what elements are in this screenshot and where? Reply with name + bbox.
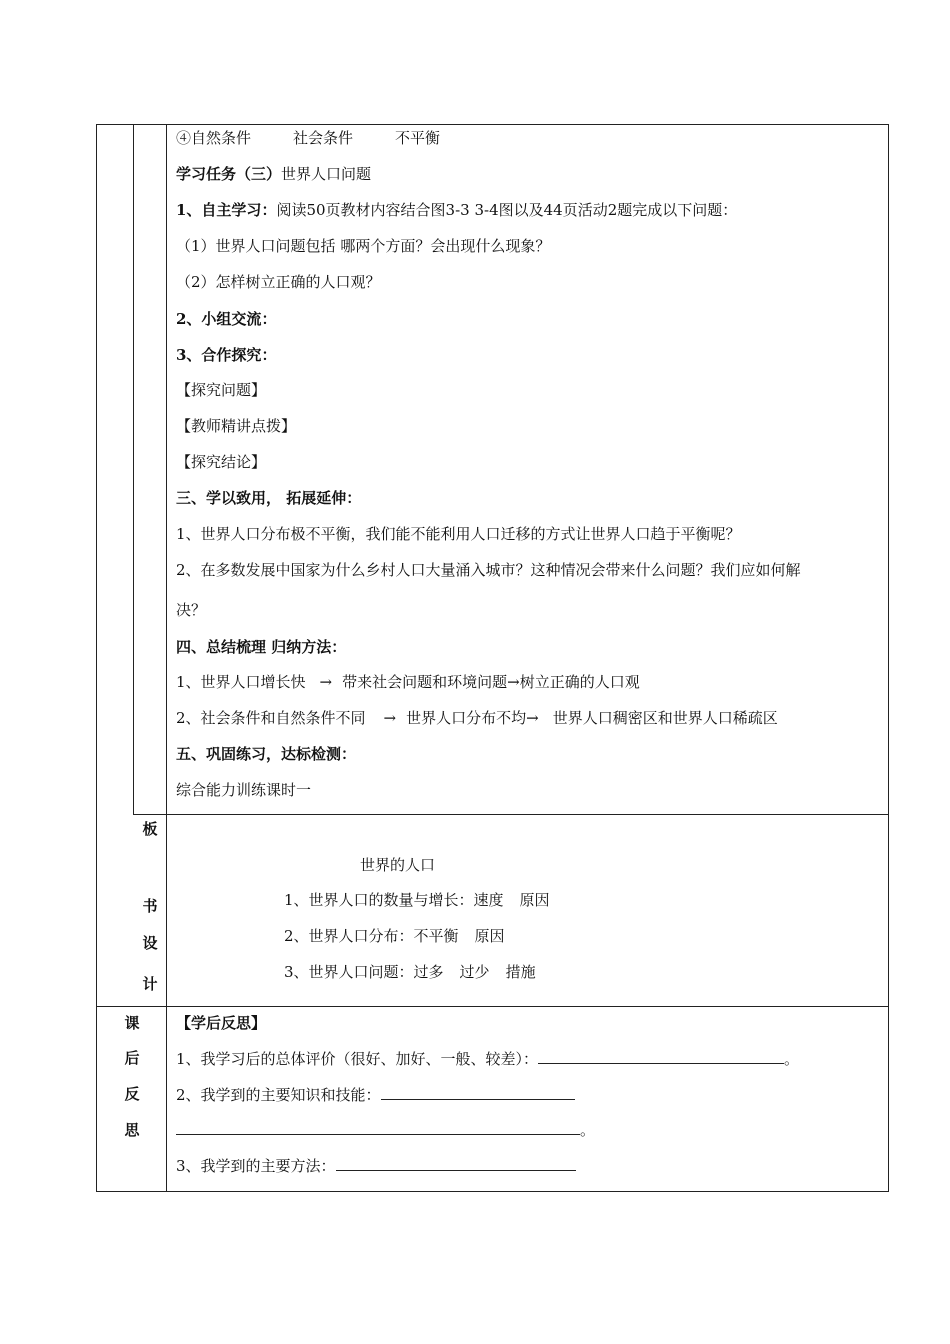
apply-section-title: 三、学以致用， 拓展延伸： [176, 489, 362, 507]
board-item-2 [284, 926, 505, 946]
arrow-icon: → [319, 673, 333, 691]
task3-title-bold: 学习任务（三） [176, 165, 282, 183]
self-study-label: 1、自主学习： [176, 201, 277, 219]
apply-question-2-line2: 决？ [176, 601, 207, 619]
apply-question-1: 1、世界人口分布极不平衡，我们能不能利用人口迁移的方式让世界人口趋于平衡呢？ [176, 525, 741, 543]
board-item-2-text: 2、世界人口分布：不平衡 [284, 927, 459, 945]
main-methods-field[interactable] [336, 1156, 576, 1171]
summary2-cause: 2、社会条件和自然条件不同 [176, 709, 366, 727]
board-label-4: 计 [142, 975, 158, 993]
teacher-guidance-heading: 【教师精讲点拨】 [176, 417, 297, 435]
board-item-2-reason: 原因 [474, 927, 505, 945]
column-divider-1 [133, 124, 134, 814]
reflection-row-2-cont [176, 1120, 595, 1140]
column-divider-2 [166, 124, 167, 1192]
knowledge-skills-label: 2、我学到的主要知识和技能： [176, 1086, 381, 1104]
knowledge-skills-field-cont[interactable] [176, 1120, 580, 1135]
reflection-label-3: 反 [124, 1085, 140, 1103]
social-condition-text: 社会条件 [293, 129, 354, 147]
summary2-effect: 世界人口分布不均→ [406, 709, 539, 727]
board-item-1-text: 1、世界人口的数量与增长：速度 [284, 891, 504, 909]
natural-condition-text: ④自然条件 [176, 129, 252, 147]
reflection-row-2 [176, 1085, 575, 1105]
explore-conclusion-heading: 【探究结论】 [176, 453, 267, 471]
summary1-effect: 带来社会问题和环境问题→树立正确的人口观 [342, 673, 640, 691]
practice-text: 综合能力训练课时一 [176, 781, 312, 799]
board-label-2: 书 [142, 897, 158, 915]
period-mark: 。 [580, 1121, 596, 1139]
board-item-1-reason: 原因 [519, 891, 550, 909]
imbalance-text: 不平衡 [395, 129, 441, 147]
board-item-1 [284, 890, 550, 910]
question-2: （2）怎样树立正确的人口观？ [176, 273, 381, 291]
question-1: （1）世界人口问题包括 哪两个方面？会出现什么现象？ [176, 237, 551, 255]
overall-evaluation-label: 1、我学习后的总体评价（很好、加好、一般、较差）： [176, 1050, 539, 1068]
summary-section-title: 四、总结梳理 归纳方法： [176, 638, 347, 656]
task3-title-rest: 世界人口问题 [281, 165, 372, 183]
knowledge-skills-field[interactable] [381, 1085, 575, 1100]
board-item-3-less: 过少 [459, 963, 490, 981]
board-item-3-text: 3、世界人口问题：过多 [284, 963, 444, 981]
self-study-text: 阅读50页教材内容结合图3-3 3-4图以及44页活动2题完成以下问题： [276, 201, 738, 219]
summary2-result: 世界人口稠密区和世界人口稀疏区 [552, 709, 778, 727]
apply-question-2-line1: 2、在多数发展中国家为什么乡村人口大量涌入城市？这种情况会带来什么问题？我们应如何解 [176, 561, 801, 579]
summary-line-1 [176, 672, 640, 692]
main-methods-label: 3、我学到的主要方法： [176, 1157, 336, 1175]
board-title: 世界的人口 [360, 856, 436, 874]
summary-line-2 [176, 708, 778, 728]
reflection-label-1: 课 [124, 1014, 140, 1032]
reflection-label-2: 后 [124, 1049, 140, 1067]
summary1-cause: 1、世界人口增长快 [176, 673, 306, 691]
explore-question-heading: 【探究问题】 [176, 381, 267, 399]
conditions-line [176, 128, 440, 148]
board-item-3-measures: 措施 [505, 963, 536, 981]
group-exchange-label: 2、小组交流： [176, 310, 277, 328]
board-label-3: 设 [142, 934, 158, 952]
cooperative-explore-label: 3、合作探究： [176, 346, 277, 364]
task3-title [176, 164, 371, 184]
reflection-label-4: 思 [124, 1121, 140, 1139]
board-item-3 [284, 962, 536, 982]
row-divider-board [133, 814, 889, 815]
practice-section-title: 五、巩固练习，达标检测： [176, 745, 357, 763]
reflection-row-1 [176, 1049, 799, 1069]
period-mark: 。 [784, 1050, 800, 1068]
reflection-header: 【学后反思】 [176, 1014, 267, 1032]
board-label-1: 板 [142, 820, 158, 838]
arrow-icon: → [383, 709, 397, 727]
row-divider-reflection [96, 1006, 889, 1007]
self-study-line [176, 200, 737, 220]
overall-evaluation-field[interactable] [538, 1049, 784, 1064]
reflection-row-3 [176, 1156, 576, 1176]
